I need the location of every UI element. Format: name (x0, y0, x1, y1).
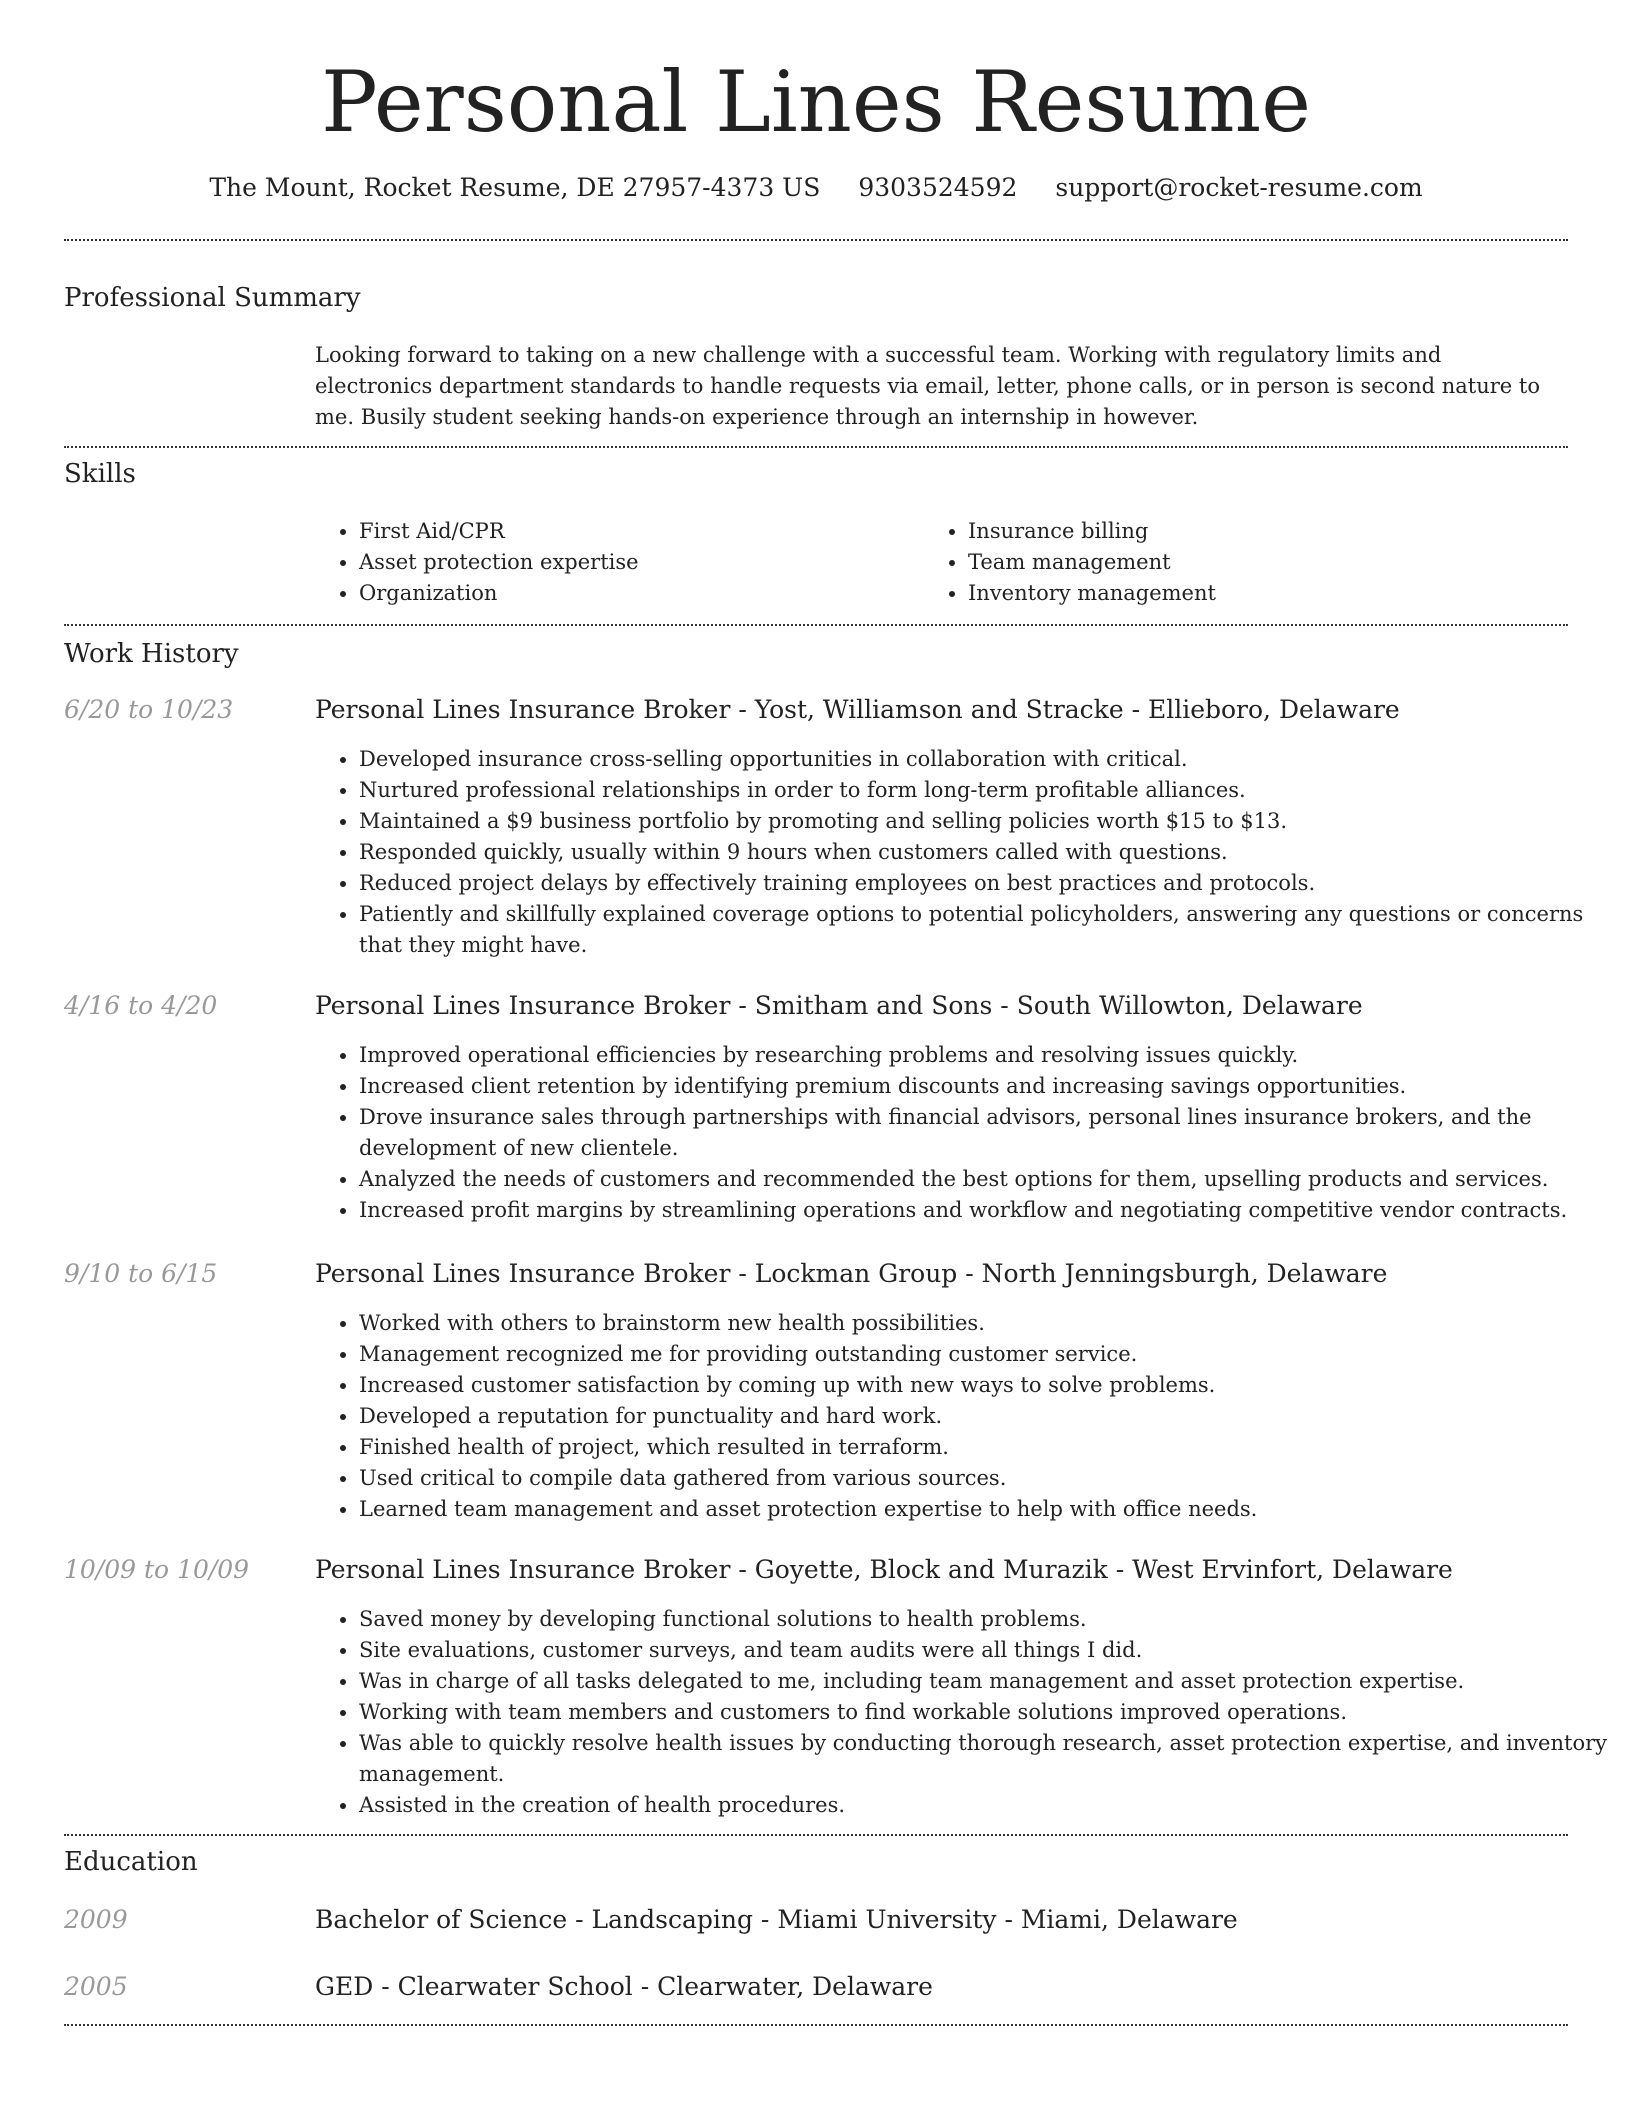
job-heading: Personal Lines Insurance Broker - Yost, Williamson and Stracke - Ellieboro, Delaware (315, 695, 1400, 724)
resume-name: Personal Lines Resume (321, 53, 1311, 151)
job-dates: 4/16 to 4/20 (64, 991, 218, 1020)
education-entry: Bachelor of Science - Landscaping - Miami University - Miami, Delaware (315, 1905, 1238, 1934)
job-bullet: • Increased customer satisfaction by coming up with new ways to solve problems. (359, 1370, 1609, 1401)
contact-phone: 9303524592 (858, 173, 1018, 202)
skill-item: • Team management (968, 547, 1216, 578)
job-bullet: • Developed a reputation for punctuality and hard work. (359, 1401, 1609, 1432)
skill-item: • First Aid/CPR (359, 516, 639, 547)
job-bullet: • Reduced project delays by effectively training employees on best practices and protocols. (359, 868, 1609, 899)
summary-heading: Professional Summary (64, 283, 361, 313)
contact-email: support@rocket-resume.com (1055, 173, 1423, 202)
section-divider (64, 2024, 1568, 2026)
job-bullet: • Learned team management and asset protection expertise to help with office needs. (359, 1494, 1609, 1525)
job-bullet: • Analyzed the needs of customers and recommended the best options for them, upselling products and services. (359, 1164, 1609, 1195)
job-dates: 10/09 to 10/09 (64, 1555, 250, 1584)
job-bullets (315, 1604, 1609, 1821)
job-bullet: • Drove insurance sales through partnerships with financial advisors, personal lines insurance brokers, and the development of new clientele. (359, 1102, 1609, 1164)
summary-text: Looking forward to taking on a new challenge with a successful team. Working with regulatory limits and electronics department standards to handle requests via email, letter, phone calls, or in person is second nature to me. Busily student seeking hands-on experience through an internship in however. (315, 343, 1540, 429)
job-bullet: • Finished health of project, which resulted in terraform. (359, 1432, 1609, 1463)
job-bullet: • Improved operational efficiencies by researching problems and resolving issues quickly. (359, 1040, 1609, 1071)
education-entry: GED - Clearwater School - Clearwater, Delaware (315, 1972, 933, 2001)
job-bullet: • Worked with others to brainstorm new health possibilities. (359, 1308, 1609, 1339)
section-divider (64, 1834, 1568, 1836)
education-year: 2005 (64, 1972, 128, 2001)
education-year: 2009 (64, 1905, 128, 1934)
skills-list-left (315, 516, 639, 609)
job-bullet: • Saved money by developing functional solutions to health problems. (359, 1604, 1609, 1635)
job-bullet: • Working with team members and customers to find workable solutions improved operations. (359, 1697, 1609, 1728)
skills-heading: Skills (64, 459, 136, 489)
job-bullet: • Site evaluations, customer surveys, and team audits were all things I did. (359, 1635, 1609, 1666)
job-bullet: • Nurtured professional relationships in order to form long-term profitable alliances. (359, 775, 1609, 806)
skill-item: • Inventory management (968, 578, 1216, 609)
job-bullet: • Was able to quickly resolve health issues by conducting thorough research, asset protection expertise, and inventory management. (359, 1728, 1609, 1790)
job-bullet: • Maintained a $9 business portfolio by promoting and selling policies worth $15 to $13. (359, 806, 1609, 837)
contact-line (0, 170, 1632, 206)
section-divider (64, 624, 1568, 626)
job-bullets (315, 744, 1609, 961)
education-heading: Education (64, 1847, 198, 1877)
skill-item: • Insurance billing (968, 516, 1216, 547)
job-bullet: • Patiently and skillfully explained coverage options to potential policyholders, answering any questions or concerns that they might have. (359, 899, 1609, 961)
skill-item: • Asset protection expertise (359, 547, 639, 578)
job-bullet: • Used critical to compile data gathered from various sources. (359, 1463, 1609, 1494)
contact-address: The Mount, Rocket Resume, DE 27957-4373 US (209, 173, 821, 202)
job-dates: 6/20 to 10/23 (64, 695, 234, 724)
job-bullets (315, 1040, 1609, 1226)
work-heading: Work History (64, 639, 239, 669)
job-bullet: • Responded quickly, usually within 9 hours when customers called with questions. (359, 837, 1609, 868)
job-dates: 9/10 to 6/15 (64, 1259, 218, 1288)
job-heading: Personal Lines Insurance Broker - Goyette, Block and Murazik - West Ervinfort, Delaware (315, 1555, 1453, 1584)
skill-item: • Organization (359, 578, 639, 609)
job-bullet: • Developed insurance cross-selling opportunities in collaboration with critical. (359, 744, 1609, 775)
job-bullet: • Assisted in the creation of health procedures. (359, 1790, 1609, 1821)
job-heading: Personal Lines Insurance Broker - Smitham and Sons - South Willowton, Delaware (315, 991, 1363, 1020)
job-bullet: • Management recognized me for providing outstanding customer service. (359, 1339, 1609, 1370)
skills-list-right (924, 516, 1216, 609)
job-heading: Personal Lines Insurance Broker - Lockman Group - North Jenningsburgh, Delaware (315, 1259, 1388, 1288)
job-bullet: • Was in charge of all tasks delegated to me, including team management and asset protection expertise. (359, 1666, 1609, 1697)
job-bullets (315, 1308, 1609, 1525)
job-bullet: • Increased client retention by identifying premium discounts and increasing savings opportunities. (359, 1071, 1609, 1102)
section-divider (64, 239, 1568, 241)
section-divider (64, 446, 1568, 448)
job-bullet: • Increased profit margins by streamlining operations and workflow and negotiating competitive vendor contracts. (359, 1195, 1609, 1226)
